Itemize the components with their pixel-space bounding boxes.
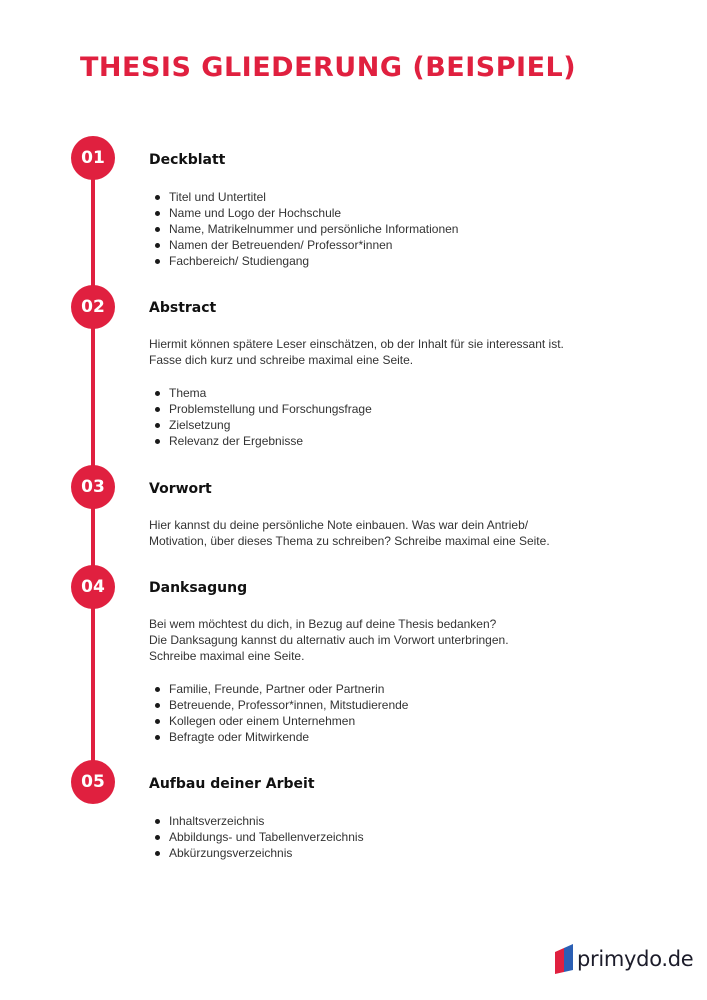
list-item: Kollegen oder einem Unternehmen	[169, 713, 629, 729]
section-abstract	[149, 299, 629, 449]
bullet-list	[149, 385, 629, 449]
list-item: Zielsetzung	[169, 417, 629, 433]
logo-text: primydo.de	[577, 947, 694, 971]
section-heading: Deckblatt	[149, 152, 226, 168]
step-number-02: 02	[71, 285, 115, 329]
list-item: Namen der Betreuenden/ Professor*innen	[169, 237, 629, 253]
section-heading: Danksagung	[149, 580, 248, 596]
list-item: Titel und Untertitel	[169, 189, 629, 205]
paragraph-line: Hier kannst du deine persönliche Note einbauen. Was war dein Antrieb/	[149, 518, 529, 532]
list-item: Relevanz der Ergebnisse	[169, 433, 629, 449]
paragraph-line: Hiermit können spätere Leser einschätzen, ob der Inhalt für sie interessant ist.	[149, 337, 564, 351]
list-item: Befragte oder Mitwirkende	[169, 729, 629, 745]
paragraph-line: Bei wem möchtest du dich, in Bezug auf deine Thesis bedanken?	[149, 617, 497, 631]
list-item: Abkürzungsverzeichnis	[169, 845, 629, 861]
section-heading: Aufbau deiner Arbeit	[149, 776, 315, 792]
paragraph-line: Motivation, über dieses Thema zu schreiben? Schreibe maximal eine Seite.	[149, 534, 550, 548]
list-item: Name und Logo der Hochschule	[169, 205, 629, 221]
bullet-list	[149, 189, 629, 269]
paragraph-line: Fasse dich kurz und schreibe maximal eine Seite.	[149, 353, 414, 367]
section-vorwort	[149, 480, 629, 549]
list-item: Problemstellung und Forschungsfrage	[169, 401, 629, 417]
step-number-03: 03	[71, 465, 115, 509]
section-heading: Abstract	[149, 300, 217, 316]
list-item: Familie, Freunde, Partner oder Partnerin	[169, 681, 629, 697]
step-number-05: 05	[71, 760, 115, 804]
list-item: Betreuende, Professor*innen, Mitstudierende	[169, 697, 629, 713]
primydo-logo-icon	[555, 944, 573, 974]
step-number-01: 01	[71, 136, 115, 180]
bullet-list	[149, 813, 629, 861]
section-deckblatt	[149, 151, 629, 269]
list-item: Name, Matrikelnummer und persönliche Informationen	[169, 221, 629, 237]
list-item: Inhaltsverzeichnis	[169, 813, 629, 829]
list-item: Fachbereich/ Studiengang	[169, 253, 629, 269]
section-aufbau	[149, 775, 629, 861]
section-heading: Vorwort	[149, 481, 212, 497]
list-item: Abbildungs- und Tabellenverzeichnis	[169, 829, 629, 845]
page-title: THESIS GLIEDERUNG (BEISPIEL)	[80, 52, 577, 83]
paragraph-line: Die Danksagung kannst du alternativ auch im Vorwort unterbringen.	[149, 633, 509, 647]
bullet-list	[149, 681, 629, 745]
primydo-logo	[555, 944, 693, 974]
list-item: Thema	[169, 385, 629, 401]
step-number-04: 04	[71, 565, 115, 609]
section-danksagung	[149, 579, 629, 745]
paragraph-line: Schreibe maximal eine Seite.	[149, 649, 305, 663]
